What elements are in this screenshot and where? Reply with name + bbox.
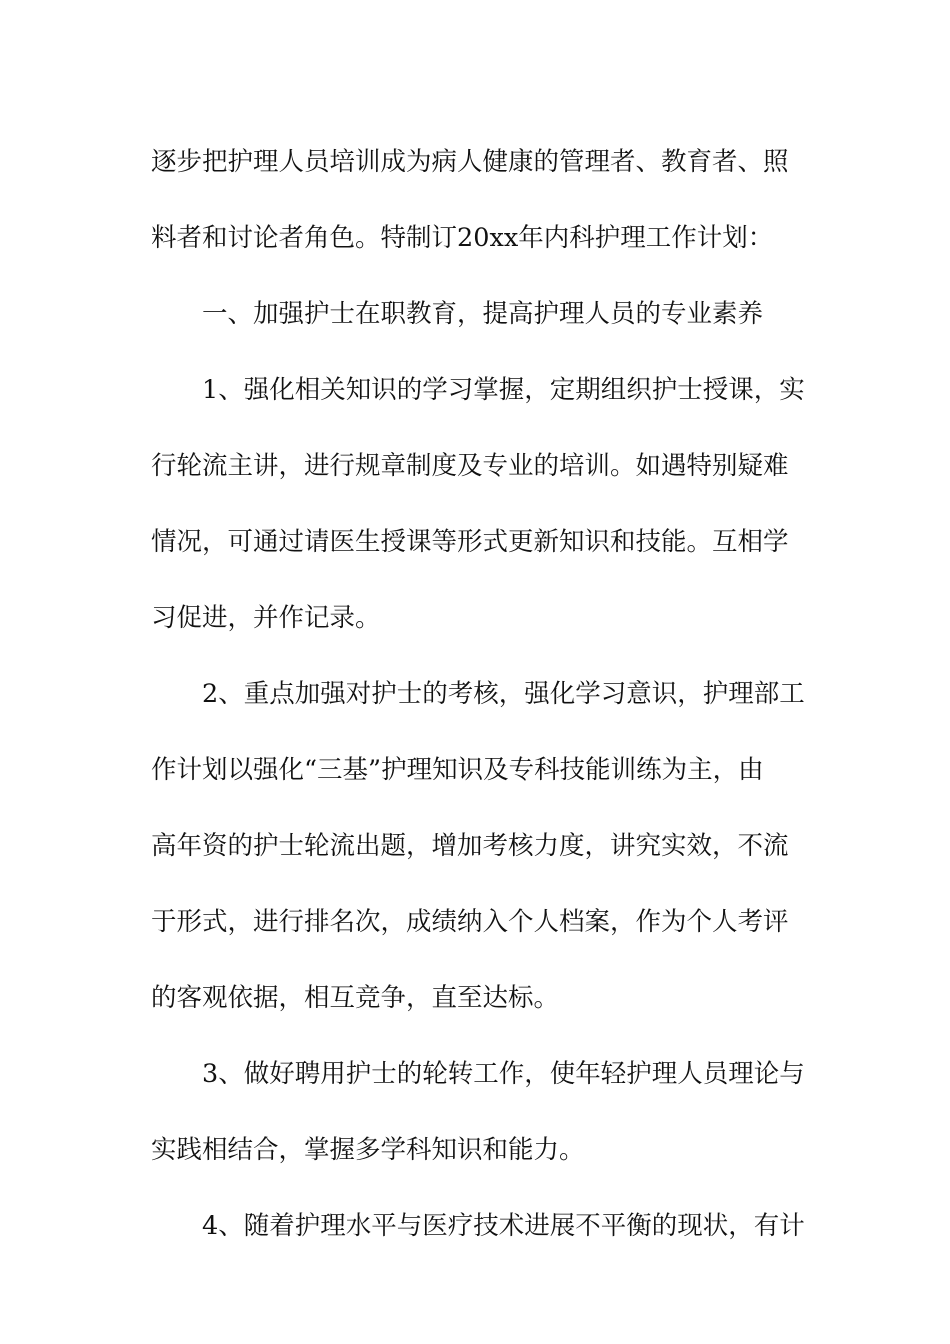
document-body	[151, 124, 811, 1264]
text-line: 料者和讨论者角色。特制订20xx年内科护理工作计划：	[151, 223, 774, 253]
text-line: 行轮流主讲，进行规章制度及专业的培训。如遇特别疑难	[151, 451, 789, 481]
text-line: 1、强化相关知识的学习掌握，定期组织护士授课，实	[202, 375, 805, 405]
section-heading: 一、加强护士在职教育，提高护理人员的专业素养	[202, 299, 764, 329]
text-line: 习促进，并作记录。	[151, 603, 381, 633]
text-line: 4、随着护理水平与医疗技术进展不平衡的现状，有计	[202, 1211, 805, 1241]
text-line: 逐步把护理人员培训成为病人健康的管理者、教育者、照	[151, 147, 789, 177]
text-line: 于形式，进行排名次，成绩纳入个人档案，作为个人考评	[151, 907, 789, 937]
text-line: 情况，可通过请医生授课等形式更新知识和技能。互相学	[151, 527, 789, 557]
text-line: 2、重点加强对护士的考核，强化学习意识，护理部工	[202, 679, 805, 709]
text-line: 实践相结合，掌握多学科知识和能力。	[151, 1135, 585, 1165]
text-line: 3、做好聘用护士的轮转工作，使年轻护理人员理论与	[202, 1059, 805, 1089]
text-line: 高年资的护士轮流出题，增加考核力度，讲究实效，不流	[151, 831, 789, 861]
text-line: 的客观依据，相互竞争，直至达标。	[151, 983, 560, 1013]
text-line: 作计划以强化“三基”护理知识及专科技能训练为主，由	[151, 755, 764, 785]
